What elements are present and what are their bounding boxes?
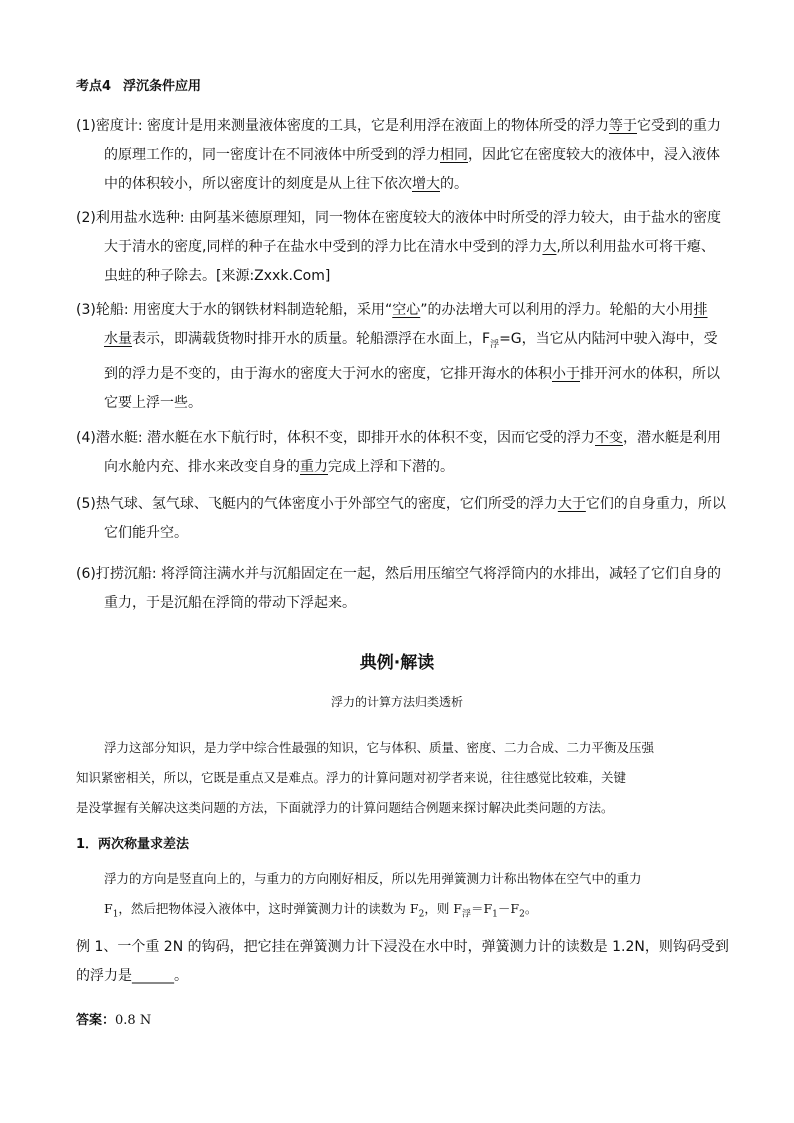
underlined-answer: 小于 — [552, 365, 580, 382]
underlined-answer: 空心 — [392, 302, 421, 318]
text-run: (6)打捞沉船: 将浮筒注满水并与沉船固定在一起，然后用压缩空气将浮筒内的水排出，减轻了它们自身的 — [76, 566, 721, 582]
answer — [76, 1009, 151, 1028]
text-line — [76, 204, 722, 233]
intro-line: 浮力这部分知识，是力学中综合性最强的知识，它与体积、质量、密度、二力合成、二力平衡及压强 — [104, 740, 655, 755]
text-line — [76, 296, 722, 325]
text-line — [76, 933, 729, 962]
text-line — [76, 325, 722, 360]
section-subheading: 浮力的计算方法归类透析 — [330, 695, 463, 709]
text-run: (2)利用盐水选种: 由阿基米德原理知，同一物体在密度较大的液体中时所受的浮力较大，由于盐水的密度 — [76, 210, 721, 226]
text-run: ，然后把物体浸入液体中，这时弹簧测力计的读数为 F — [118, 901, 419, 916]
text-line — [76, 519, 722, 548]
text-run: 重力，于是沉船在浮筒的带动下浮起来。 — [104, 595, 356, 611]
text-run: 例 1、一个重 2N 的钩码，把它挂在弹簧测力计下浸没在水中时，弹簧测力计的读数是 1.2N，则钩码受到 — [76, 939, 729, 955]
text-run: 它受到的重力 — [637, 118, 721, 134]
underlined-answer: 不变 — [595, 430, 623, 446]
underlined-answer: 大 — [542, 239, 557, 255]
underlined-answer: 相同 — [440, 147, 468, 163]
text-run: 表示，即满载货物时排开水的质量。轮船漂浮在水面上，F — [132, 331, 491, 347]
text-run: 的原理工作的，同一密度计在不同液体中所受到的浮力 — [104, 147, 440, 163]
text-line — [76, 490, 726, 519]
text-line — [76, 589, 722, 618]
subscript: 1 — [492, 909, 498, 920]
text-run: 排开河水的体积，所以 — [580, 365, 720, 382]
text-line — [76, 453, 722, 482]
text-run: 完成上浮和下潜的。 — [328, 459, 454, 475]
text-run: (4)潜水艇: 潜水艇在水下航行时，体积不变，即排开水的体积不变，因而它受的浮力 — [76, 430, 595, 446]
example-question — [76, 933, 729, 991]
text-line — [76, 560, 722, 589]
knowledge-item — [76, 296, 722, 418]
answer-value: 0.8 N — [115, 1013, 152, 1028]
text-run: ，则 F — [424, 901, 462, 916]
text-line — [76, 424, 722, 453]
text-line — [76, 233, 722, 262]
knowledge-item — [76, 424, 722, 482]
method-title — [76, 833, 189, 852]
text-run: 。 — [174, 968, 188, 984]
text-run: 向水舱内充、排水来改变自身的 — [104, 459, 300, 475]
answer-blank: ______ — [132, 968, 174, 984]
text-run: －F — [497, 901, 520, 916]
underlined-answer: 增大 — [412, 176, 440, 192]
text-run: ，因此它在密度较大的液体中，浸入液体 — [468, 147, 720, 163]
text-line — [104, 864, 642, 894]
text-run: =G，当它从内陆河中驶入海中，受 — [499, 331, 718, 347]
subscript: 2 — [519, 909, 525, 920]
subscript: 浮 — [490, 339, 500, 350]
text-run: 它要上浮一些。 — [104, 394, 202, 411]
text-run: ＝F — [470, 901, 493, 916]
text-run: 大于清水的密度,同样的种子在盐水中受到的浮力比在清水中受到的浮力 — [104, 239, 543, 255]
section-title — [76, 75, 201, 94]
text-run: 到的浮力是不变的，由于海水的密度大于河水的密度，它排开海水的体积 — [104, 365, 552, 382]
subscript: 1 — [112, 909, 119, 920]
intro-paragraph — [76, 733, 724, 823]
text-run: 它们的自身重力，所以 — [585, 496, 726, 512]
text-run: 的浮力是 — [76, 968, 132, 984]
text-line — [76, 112, 722, 141]
text-run: (5)热气球、氢气球、飞艇内的气体密度小于外部空气的密度，它们所受的浮力 — [76, 496, 558, 512]
text-run: ,所以利用盐水可将干瘪、 — [556, 239, 715, 255]
underlined-answer: 等于 — [609, 118, 637, 134]
underlined-answer: 水量 — [104, 331, 132, 347]
section-label: 考点4 — [76, 79, 112, 94]
text-line — [76, 360, 722, 389]
underlined-answer: 重力 — [300, 459, 328, 475]
text-run: 浮力的方向是竖直向上的，与重力的方向刚好相反，所以先用弹簧测力计称出物体在空气中的重力 — [104, 871, 642, 886]
text-run: ，潜水艇是利用 — [623, 430, 721, 446]
subscript: 2 — [418, 909, 425, 920]
text-run: 的。 — [440, 176, 468, 192]
answer-label: 答案： — [76, 1013, 116, 1028]
text-run: F — [104, 901, 113, 916]
intro-line: 是没掌握有关解决这类问题的方法，下面就浮力的计算问题结合例题来探讨解决此类问题的方法。 — [76, 800, 614, 815]
text-run: 。 — [524, 901, 538, 916]
intro-line: 知识紧密相关，所以，它既是重点又是难点。浮力的计算问题对初学者来说，往往感觉比较难，关键 — [76, 770, 627, 785]
method-description — [104, 864, 642, 930]
method-number: 1． — [76, 837, 99, 852]
text-run: (3)轮船: 用密度大于水的钢铁材料制造轮船，采用“ — [76, 302, 393, 318]
text-line — [76, 262, 722, 291]
text-run: 虫蛀的种子除去。[来源:Zxxk.Com] — [104, 268, 331, 284]
knowledge-item — [76, 112, 722, 199]
underlined-answer: 大于 — [557, 496, 586, 512]
text-run: 它们能升空。 — [104, 525, 188, 541]
subscript: 浮 — [461, 909, 471, 920]
text-run: 中的体积较小，所以密度计的刻度是从上往下依次 — [104, 176, 412, 192]
text-line — [76, 389, 722, 418]
method-title-text: 两次称量求差法 — [98, 837, 190, 852]
text-line — [76, 141, 722, 170]
text-run: ”的办法增大可以利用的浮力。轮船的大小用 — [420, 302, 694, 318]
knowledge-item — [76, 560, 722, 618]
text-run: (1)密度计: 密度计是用来测量液体密度的工具，它是利用浮在液面上的物体所受的浮力 — [76, 118, 609, 134]
text-line — [76, 962, 729, 991]
section-heading: 典例·解读 — [359, 653, 435, 673]
underlined-answer: 排 — [693, 302, 708, 318]
text-line — [104, 894, 642, 930]
text-line — [76, 170, 722, 199]
knowledge-item — [76, 204, 722, 291]
section-title-text: 浮沉条件应用 — [123, 79, 202, 94]
knowledge-item — [76, 490, 726, 548]
